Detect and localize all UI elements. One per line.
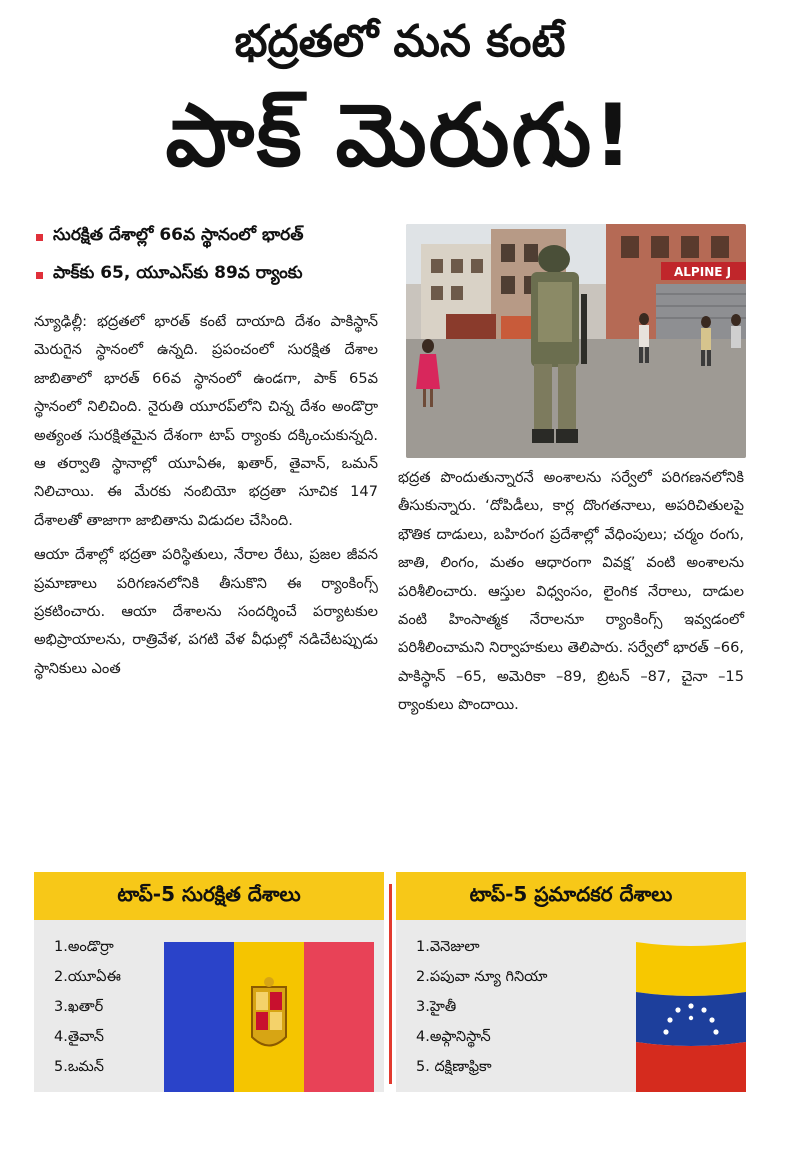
list-item: 4.అఫ్గానిస్థాన్ — [416, 1029, 491, 1045]
street-photo — [406, 224, 746, 458]
shop-sign-text: ALPINE J — [674, 265, 732, 279]
dangerous-countries-list — [416, 932, 547, 1082]
article-paragraph: ఆయా దేశాల్లో భద్రతా పరిస్థితులు, నేరాల రేటు, ప్రజల జీవన ప్రమాణాలు పరిగణనలోనికి తీసుకొని ఈ ర్యాంకింగ్స్ ప్రకటించారు. ఆయా దేశాలను సందర్శించే పర్యాటకుల అభిప్రాయాలను, రాత్రివేళ, పగటి వేళ వీధుల్లో నడిచేటప్పుడు స్థానికులు ఎంత — [34, 546, 378, 677]
article-column-left — [34, 308, 378, 689]
safe-countries-panel — [34, 920, 384, 1092]
list-item: 3.ఖతార్ — [54, 999, 104, 1015]
article-paragraph: న్యూఢిల్లీ: భద్రతలో భారత్ కంటే దాయాది దేశం పాకిస్థాన్ మెరుగైన స్థానంలో ఉన్నది. ప్రపంచంలో సురక్షిత దేశాల జాబితాలో భారత్ 66వ స్థానంలో ఉండగా, పాక్ 65వ స్థానంలో నిలిచింది. నైరుతి యూరప్‌లోని చిన్న దేశం అండొర్రా అత్యంత సురక్షితమైన దేశంగా టాప్ ర్యాంకు దక్కించుకున్నది. ఆ తర్వాతి స్థానాల్లో యూఏఈ, ఖతార్, తైవాన్, ఒమన్ నిలిచాయి. ఈ మేరకు నంబియో భద్రతా సూచిక 147 దేశాలతో తాజాగా జాబితాను విడుదల చేసింది. — [34, 313, 378, 529]
article-paragraph: భద్రత పొందుతున్నారనే అంశాలను సర్వేలో పరిగణనలోనికి తీసుకున్నారు. ‘దోపిడీలు, కార్ల దొంగతనాలు, అపరిచితులపై భౌతిక దాడులు, బహిరంగ ప్రదేశాల్లో వేధింపులు; చర్మం రంగు, జాతి, లింగం, మతం ఆధారంగా వివక్ష’ వంటి అంశాలను పరిశీలించారు. ఆస్తుల విధ్వంసం, లైంగిక నేరాలు, దాడుల వంటి హింసాత్మక నేరాలనూ ర్యాంకింగ్స్ ఇవ్వడంలో పరిశీలించామని నిర్వాహకులు తెలిపారు. సర్వేలో భారత్ –66, పాకిస్థాన్ –65, అమెరికా –89, బ్రిటన్ –87, చైనా –15 ర్యాంకులు పొందాయి. — [398, 469, 744, 714]
venezuela-flag-icon — [636, 942, 746, 1096]
safe-countries-list — [54, 932, 121, 1082]
summary-bullets — [36, 218, 396, 294]
dangerous-countries-title: టాప్-5 ప్రమాదకర దేశాలు — [396, 872, 746, 920]
list-item: 1.వెనెజులా — [416, 939, 480, 955]
list-item: 2.యూఏఈ — [54, 969, 121, 985]
rankings-info-box — [34, 872, 746, 1092]
dangerous-countries-panel — [396, 920, 746, 1092]
bullet-square-icon — [36, 272, 43, 279]
headline-line-1: భద్రతలో మన కంటే — [234, 16, 566, 67]
street-photo-soldier-icon — [406, 224, 746, 458]
list-item: 4.తైవాన్ — [54, 1029, 104, 1045]
bullet-item — [36, 256, 396, 294]
safe-countries-title: టాప్-5 సురక్షిత దేశాలు — [34, 872, 384, 920]
bullet-square-icon — [36, 234, 43, 241]
list-item: 3.హైతీ — [416, 999, 457, 1015]
bullet-text: సురక్షిత దేశాల్లో 66వ స్థానంలో భారత్ — [53, 225, 304, 245]
list-item: 1.అండొర్రా — [54, 939, 114, 955]
headline-line-2: పాక్ మెరుగు! — [165, 86, 635, 186]
article-column-right — [398, 464, 744, 726]
andorra-flag-icon — [164, 942, 374, 1096]
bullet-text: పాక్‌కు 65, యూఎస్‌కు 89వ ర్యాంకు — [53, 263, 303, 283]
list-item: 5.ఒమన్ — [54, 1059, 104, 1075]
list-item: 5. దక్షిణాఫ్రికా — [416, 1059, 492, 1075]
bullet-item — [36, 218, 396, 256]
box-divider — [389, 884, 392, 1084]
list-item: 2.పపువా న్యూ గినియా — [416, 969, 548, 985]
